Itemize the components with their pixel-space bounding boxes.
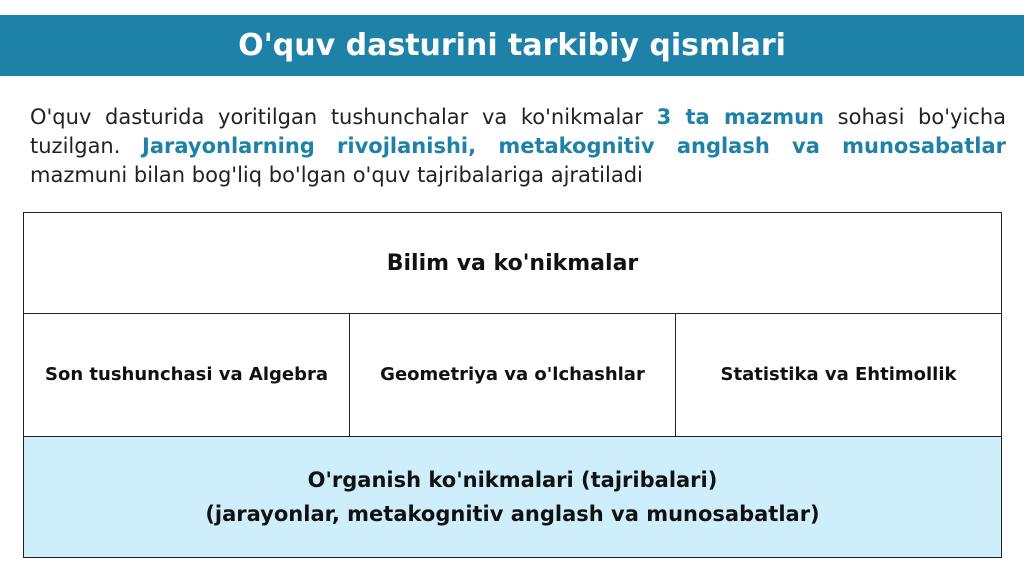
page-title: O'quv dasturini tarkibiy qismlari bbox=[238, 28, 786, 63]
table-footer-row bbox=[24, 437, 1001, 557]
intro-text-2: sohasi bo'yicha tuzilgan. bbox=[30, 105, 1006, 158]
intro-paragraph bbox=[30, 103, 1006, 190]
table-cell-algebra bbox=[24, 313, 349, 436]
cell-label: Statistika va Ehtimollik bbox=[720, 364, 957, 385]
table-domains-row bbox=[24, 313, 1001, 437]
cell-label: Son tushunchasi va Algebra bbox=[44, 364, 329, 385]
title-bar bbox=[0, 15, 1024, 76]
intro-text-1: O'quv dasturida yoritilgan tushunchalar va ko'nikmalar bbox=[30, 105, 657, 129]
intro-highlight-1: 3 ta mazmun bbox=[656, 105, 825, 129]
footer-line-2: (jarayonlar, metakognitiv anglash va munosabatlar) bbox=[205, 502, 820, 526]
table-header-label: Bilim va ko'nikmalar bbox=[386, 250, 639, 276]
table-header-row bbox=[24, 213, 1001, 314]
table-cell-geometry bbox=[349, 313, 675, 436]
intro-highlight-2: Jarayonlarning rivojlanishi, metakognitiv anglash va munosabatlar bbox=[142, 134, 1006, 158]
intro-text-3: mazmuni bilan bog'liq bo'lgan o'quv tajribalariga ajratiladi bbox=[30, 163, 643, 187]
table-cell-statistics bbox=[675, 313, 1001, 436]
cell-label: Geometriya va o'lchashlar bbox=[380, 364, 645, 385]
content-table bbox=[23, 212, 1002, 558]
footer-line-1: O'rganish ko'nikmalari (tajribalari) bbox=[307, 468, 718, 492]
